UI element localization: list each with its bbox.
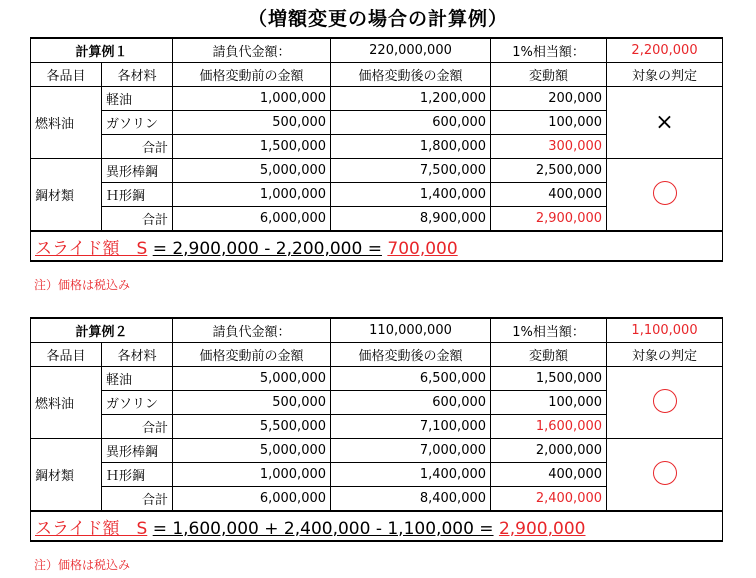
total-label: 合計 <box>102 207 173 232</box>
formula-body: = 2,900,000 - 2,200,000 = <box>152 238 382 259</box>
after-cell: 7,100,000 <box>331 415 491 439</box>
pct-value: 1,100,000 <box>607 318 723 343</box>
change-cell: 2,000,000 <box>491 439 607 463</box>
col-header: 価格変動後の金額 <box>331 343 491 367</box>
change-total-cell: 2,900,000 <box>491 207 607 232</box>
col-header: 価格変動前の金額 <box>173 63 331 87</box>
before-cell: 5,000,000 <box>173 159 331 183</box>
contract-value: 220,000,000 <box>331 38 491 63</box>
pct-label: 1%相当額： <box>491 318 607 343</box>
after-cell: 6,500,000 <box>331 367 491 391</box>
contract-label: 請負代金額： <box>173 38 331 63</box>
formula-row <box>31 231 723 261</box>
col-header: 各材料 <box>102 63 173 87</box>
table-row <box>31 159 723 183</box>
after-cell: 8,400,000 <box>331 487 491 512</box>
material-cell: Ｈ形鋼 <box>102 463 173 487</box>
before-cell: 1,000,000 <box>173 463 331 487</box>
formula-result: 700,000 <box>387 238 458 259</box>
before-cell: 5,000,000 <box>173 439 331 463</box>
after-cell: 1,800,000 <box>331 135 491 159</box>
judgment-cell <box>607 87 723 159</box>
before-cell: 6,000,000 <box>173 207 331 232</box>
category-steel: 鋼材類 <box>31 159 102 232</box>
category-steel: 鋼材類 <box>31 439 102 512</box>
category-fuel: 燃料油 <box>31 87 102 159</box>
change-cell: 200,000 <box>491 87 607 111</box>
formula-result: 2,900,000 <box>498 518 586 539</box>
col-header: 対象の判定 <box>607 63 723 87</box>
cross-mark-icon: × <box>655 110 674 135</box>
judgment-cell <box>607 159 723 232</box>
header-row <box>31 63 723 87</box>
col-header: 各材料 <box>102 343 173 367</box>
col-header: 変動額 <box>491 343 607 367</box>
before-cell: 1,000,000 <box>173 183 331 207</box>
col-header: 対象の判定 <box>607 343 723 367</box>
tax-note: 注）価格は税込み <box>34 558 131 572</box>
change-total-cell: 2,400,000 <box>491 487 607 512</box>
after-cell: 1,200,000 <box>331 87 491 111</box>
judgment-cell <box>607 367 723 439</box>
formula-row <box>31 511 723 541</box>
pct-value: 2,200,000 <box>607 38 723 63</box>
material-cell: Ｈ形鋼 <box>102 183 173 207</box>
circle-mark-icon <box>653 461 677 485</box>
col-header: 価格変動後の金額 <box>331 63 491 87</box>
col-header: 変動額 <box>491 63 607 87</box>
circle-mark-icon <box>653 389 677 413</box>
change-cell: 400,000 <box>491 463 607 487</box>
example-name: 計算例１ <box>31 38 173 63</box>
material-cell: 軽油 <box>102 367 173 391</box>
table-row <box>31 367 723 391</box>
before-cell: 5,500,000 <box>173 415 331 439</box>
calc-example-2 <box>30 317 722 542</box>
material-cell: ガソリン <box>102 391 173 415</box>
after-cell: 600,000 <box>331 391 491 415</box>
after-cell: 1,400,000 <box>331 463 491 487</box>
contract-label: 請負代金額： <box>173 318 331 343</box>
table-row <box>31 87 723 111</box>
before-cell: 500,000 <box>173 391 331 415</box>
material-cell: 軽油 <box>102 87 173 111</box>
contract-value: 110,000,000 <box>331 318 491 343</box>
before-cell: 500,000 <box>173 111 331 135</box>
before-cell: 1,000,000 <box>173 87 331 111</box>
col-header: 各品目 <box>31 343 102 367</box>
change-cell: 100,000 <box>491 391 607 415</box>
before-cell: 5,000,000 <box>173 367 331 391</box>
col-header: 価格変動前の金額 <box>173 343 331 367</box>
circle-mark-icon <box>653 181 677 205</box>
after-cell: 8,900,000 <box>331 207 491 232</box>
after-cell: 1,400,000 <box>331 183 491 207</box>
change-cell: 400,000 <box>491 183 607 207</box>
change-cell: 2,500,000 <box>491 159 607 183</box>
total-label: 合計 <box>102 415 173 439</box>
formula-label: スライド額 S <box>35 238 148 259</box>
table-row <box>31 439 723 463</box>
material-cell: 異形棒鋼 <box>102 159 173 183</box>
category-fuel: 燃料油 <box>31 367 102 439</box>
total-label: 合計 <box>102 487 173 512</box>
change-cell: 100,000 <box>491 111 607 135</box>
before-cell: 6,000,000 <box>173 487 331 512</box>
tax-note: 注）価格は税込み <box>34 278 131 292</box>
header-row <box>31 343 723 367</box>
page-title: （増額変更の場合の計算例） <box>247 8 508 30</box>
after-cell: 7,000,000 <box>331 439 491 463</box>
change-total-cell: 1,600,000 <box>491 415 607 439</box>
pct-label: 1%相当額： <box>491 38 607 63</box>
before-cell: 1,500,000 <box>173 135 331 159</box>
calc-example-1 <box>30 37 722 262</box>
total-label: 合計 <box>102 135 173 159</box>
col-header: 各品目 <box>31 63 102 87</box>
material-cell: ガソリン <box>102 111 173 135</box>
change-cell: 1,500,000 <box>491 367 607 391</box>
material-cell: 異形棒鋼 <box>102 439 173 463</box>
judgment-cell <box>607 439 723 512</box>
after-cell: 7,500,000 <box>331 159 491 183</box>
change-total-cell: 300,000 <box>491 135 607 159</box>
after-cell: 600,000 <box>331 111 491 135</box>
formula-label: スライド額 S <box>35 518 148 539</box>
formula-body: = 1,600,000 + 2,400,000 - 1,100,000 = <box>152 518 494 539</box>
example-name: 計算例２ <box>31 318 173 343</box>
